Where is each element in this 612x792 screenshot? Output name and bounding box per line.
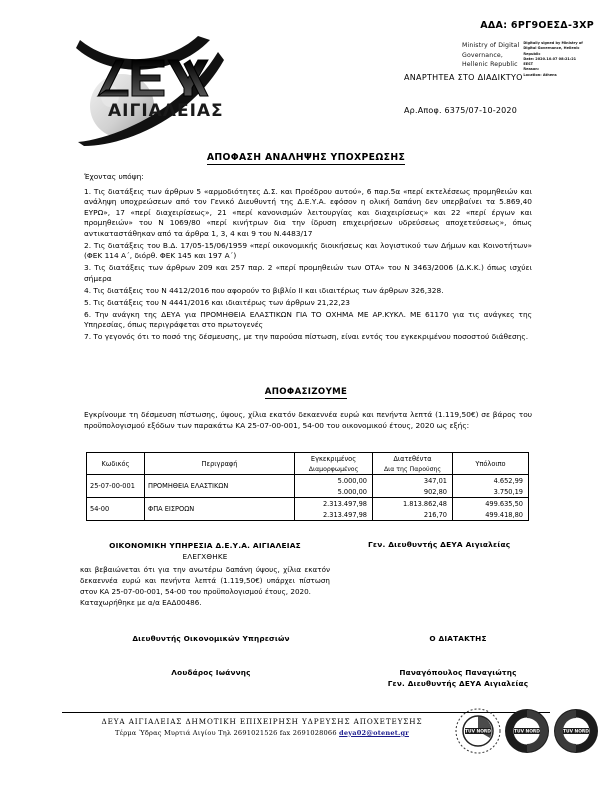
header-balance: Υπόλοιπο [453,453,529,475]
footer-contact-line [62,728,462,739]
row-allocated-2: 216,70 [373,509,453,521]
header-allocated: Διατεθέντα [373,453,453,465]
sig-meta-6: Reason: [523,67,540,72]
ministry-line-2: Governance, [462,51,503,59]
finance-office-title: ΟΙΚΟΝΟΜΙΚΗ ΥΠΗΡΕΣΙΑ Δ.Ε.Υ.Α. ΑΙΓΙΑΛΕΙΑΣ [109,541,301,550]
row-balance-2: 3.750,19 [453,486,529,498]
registration-number: Καταχωρήθηκε με α/α ΕΑΔ00486. [80,598,202,607]
row-allocated: 347,01 [373,475,453,487]
decision-heading-text: ΑΠΟΦΑΣΙΖΟΥΜΕ [264,387,348,397]
preamble-item: 7. Το γεγονός ότι το ποσό της δέσμευσης, με την παρούσα πίστωση, είναι εντός του εγκεκριμένου ποσοστού διάθεσης. [84,332,529,342]
table-header-row [87,453,529,465]
checked-label: ΕΛΕΓΧΘΗΚΕ [182,552,228,562]
row-balance: 499.635,50 [453,498,529,510]
svg-text:TUV NORD: TUV NORD [563,729,589,735]
decision-heading [0,387,612,397]
tuv-nord-badge-2 [504,708,550,754]
sig-meta-5: EEST [523,62,534,66]
svg-text:ΑΙΓΙΑΛΕΙΑΣ: ΑΙΓΙΑΛΕΙΑΣ [108,101,224,121]
signatory-title: Γεν. Διευθυντής ΔΕΥΑ Αιγιαλείας [387,678,529,688]
signature-name-right [368,668,548,690]
table-row [87,498,529,510]
general-director-header: Γεν. Διευθυντής ΔΕΥΑ Αιγιαλείας [368,540,511,549]
decision-text: Εγκρίνουμε τη δέσμευση πίστωσης, ύψους, χίλια εκατόν δεκαεννέα ευρώ και πενήντα λεπτά (1.119,50€) σε βάρος του προϋπολογισμού εξόδων των παρακάτω ΚΑ 25-07-00-001, 54-00 του οικονομικού έτους, 2020 ως εξής: [84,410,532,431]
budget-table-wrapper [86,452,528,521]
sig-meta-4: Date: 2020.10.07 08:21:21 [523,56,577,61]
preamble-section [84,172,532,344]
signature-metadata [523,41,582,78]
footer-email-link[interactable]: deya02@otenet.gr [339,728,409,737]
publication-notice: ΑΝΑΡΤΗΤΕΑ ΣΤΟ ΔΙΑΔΙΚΤΥΟ [404,73,523,82]
tuv-nord-badge-1 [455,708,501,754]
svg-text:TUV NORD: TUV NORD [465,729,491,735]
header-approved-sub: Διαμορφωμένος [295,464,373,475]
signatory-name: Παναγόπουλος Παναγιώτης [399,668,517,677]
row-description: ΦΠΑ ΕΙΣΡΟΩΝ [145,498,295,521]
header-approved: Εγκεκριμένος [295,453,373,465]
page-title-text: ΑΠΟΦΑΣΗ ΑΝΑΛΗΨΗΣ ΥΠΟΧΡΕΩΣΗΣ [206,152,406,163]
svg-text:TUV NORD: TUV NORD [514,729,540,735]
footer-address-phone: Τέρμα Ύδρας Μυρτιά Αιγίου Τηλ 2691021526 fax 2691028066 [115,728,337,737]
ministry-line-3: Hellenic Republic [462,61,518,69]
row-description: ΠΡΟΜΗΘΕΙΑ ΕΛΑΣΤΙΚΩΝ [145,475,295,498]
signature-role-left: Διευθυντής Οικονομικών Υπηρεσιών [132,634,290,643]
footer-org-line: ΔΕΥΑ ΑΙΓΙΑΛΕΙΑΣ ΔΗΜΟΤΙΚΗ ΕΠΙΧΕΙΡΗΣΗ ΥΔΡΕΥΣΗΣ ΑΠΟΧΕΤΕΥΣΗΣ [101,717,423,726]
header-allocated-sub: Δια της Παρούσης [373,464,453,475]
ministry-line-1: Ministry of Digital [462,42,520,49]
header-code: Κωδικός [87,453,145,475]
row-approved-2: 5.000,00 [295,486,373,498]
preamble-intro: Έχοντας υπόψη: [84,172,144,181]
preamble-item: 1. Τις διατάξεις των άρθρων 5 «αρμοδιότητες Δ.Σ. και Προέδρου αυτού», 6 παρ.5α «περί εκτελέσεως προμηθειών και ανάληψη υποχρεώσεων από τον Γενικό Διευθυντή της Δ.Ε.Υ.Α. εφόσον η ολική δαπάνη δεν υπερβαίνει τα 5.869,40 ΕΥΡΩ», 17 «περί διαχειρίσεως», 21 «περί κανονισμών λειτουργίας και διαχειρίσεως» και 22 «περί έργων και προμηθειών» του Ν 1069/80 «περί κινήτρων δια την ίδρυση επιχειρήσεων υδρεύσεως αποχετεύσεως», όπως αντικαταστάθηκαν από τα άρθρα 1, 3, 4 και 9 του Ν.4483/17 [84,186,532,238]
row-balance: 4.652,99 [453,475,529,487]
signature-role-right: Ο ΔΙΑΤΑΚΤΗΣ [429,634,487,643]
sig-meta-2: Digital Governance, Hellenic [523,46,580,51]
protocol-number: Αρ.Αποφ. 6375/07-10-2020 [404,106,517,115]
preamble-item: 4. Τις διατάξεις του Ν 4412/2016 που αφορούν το βιβλίο ΙΙ και ιδιαιτέρως των άρθρων 326,328. [84,285,444,295]
certification-body: και βεβαιώνεται ότι για την ανωτέρω δαπάνη ύψους, χίλια εκατόν δεκαεννέα ευρώ και πενήντα λεπτά (1.119,50€) υπάρχει πίστωση στον ΚΑ 25-07-00-001, 54-00 του προϋπολογισμού έτους, 2020. [80,565,330,597]
certification-badges [455,706,605,756]
preamble-item: 5. Τις διατάξεις του Ν 4441/2016 και ιδιαιτέρως των άρθρων 21,22,23 [84,297,351,307]
preamble-item: 6. Την ανάγκη της ΔΕΥΑ για ΠΡΟΜΗΘΕΙΑ ΕΛΑΣΤΙΚΩΝ ΓΙΑ ΤΟ ΟΧΗΜΑ ΜΕ ΑΡ.ΚΥΚΛ. ΜΕ 61170 για τις ανάγκες της Υπηρεσίας, όπως περιγράφεται στο πρωτογενές [84,309,532,330]
row-balance-2: 499.418,80 [453,509,529,521]
row-code: 54-00 [87,498,145,521]
header-description: Περιγραφή [145,453,295,475]
row-approved-2: 2.313.497,98 [295,509,373,521]
sig-meta-1: Digitally signed by Ministry of [523,41,583,45]
budget-table [86,452,529,521]
footer [62,716,462,739]
row-code: 25-07-00-001 [87,475,145,498]
certification-block [80,540,330,609]
table-row [87,475,529,487]
page-title [0,152,612,163]
preamble-item: 3. Τις διατάξεις των άρθρων 209 και 257 παρ. 2 «περί προμηθειών των ΟΤΑ» του Ν 3463/2006 (Δ.Κ.Κ.) όπως ισχύει σήμερα [84,263,532,283]
tuv-nord-badge-3 [553,708,599,754]
ada-code: ΑΔΑ: 6ΡΓ9ΟΕΣΔ-3ΧΡ [480,20,594,31]
ministry-name [462,41,519,70]
row-allocated: 1.813.862,48 [373,498,453,510]
preamble-item: 2. Τις διατάξεις του Β.Δ. 17/05-15/06/1959 «περί οικονομικής διοικήσεως και λογιστικού των Δήμων και Κοινοτήτων» (ΦΕΚ 114 Α΄, διόρθ. ΦΕΚ 145 και 197 Α΄) [84,240,532,261]
row-approved: 5.000,00 [295,475,373,487]
row-approved: 2.313.497,98 [295,498,373,510]
signature-name-left: Λουδάρος Ιωάννης [171,668,251,677]
sig-meta-3: Republic [523,51,541,56]
row-allocated-2: 902,80 [373,486,453,498]
deya-logo [72,34,232,146]
sig-meta-7: Location: Athens [523,72,557,77]
